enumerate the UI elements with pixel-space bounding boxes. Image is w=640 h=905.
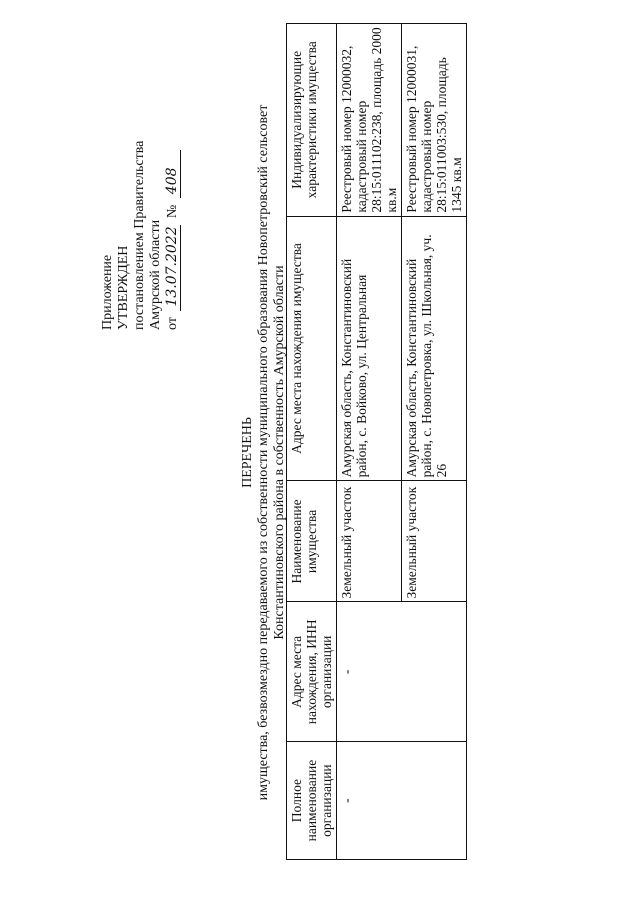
header-org-name: Полное наименование организации: [287, 742, 337, 860]
table-row: [337, 24, 402, 860]
header-property-address: Адрес места нахождения имущества: [287, 216, 337, 481]
header-org-address: Адрес места нахождения, ИНН организации: [287, 602, 337, 742]
document-subtitle-line-2: Константиновского района в собственность Амурской области: [272, 265, 287, 640]
cell-property-name: Земельный участок: [337, 481, 402, 602]
header-characteristics: Индивидуализирующие характеристики имущества: [287, 24, 337, 217]
resolution-label: постановлением Правительства: [132, 140, 147, 330]
document-subtitle-line-1: имущества, безвозмездно передаваемого из собственности муниципального образования Новопетровский сельсовет: [256, 104, 271, 801]
cell-characteristics: Реестровый номер 12000032, кадастровый номер 28:15:011102:238, площадь 2000 кв.м: [337, 24, 402, 217]
date-prefix: от: [165, 317, 180, 330]
region-label: Амурской области: [148, 219, 163, 330]
approved-label: УТВЕРЖДЕН: [116, 245, 131, 330]
handwritten-date: 13.07.2022: [164, 225, 181, 311]
document-title-block: [240, 20, 288, 885]
document-heading: ПЕРЕЧЕНЬ: [240, 417, 255, 488]
cell-property-address: Амурская область, Константиновский район, с. Войково, ул. Центральная: [337, 216, 402, 481]
header-property-name: Наименование имущества: [287, 481, 337, 602]
table-header-row: [287, 24, 337, 860]
date-number-line: [164, 30, 181, 330]
cell-characteristics: Реестровый номер 12000031, кадастровый номер 28:15:011003:530, площадь 1345 кв.м: [402, 24, 467, 217]
approval-stamp: [100, 30, 181, 330]
cell-property-name: Земельный участок: [402, 481, 467, 602]
number-prefix: №: [165, 204, 180, 219]
cell-org-address: -: [337, 602, 467, 742]
appendix-label: Приложение: [100, 254, 115, 330]
cell-org-name: -: [337, 742, 467, 860]
property-table: [286, 23, 467, 860]
handwritten-number: 408: [164, 150, 181, 198]
cell-property-address: Амурская область, Константиновский район, с. Новопетровка, ул. Школьная, уч. 26: [402, 216, 467, 481]
